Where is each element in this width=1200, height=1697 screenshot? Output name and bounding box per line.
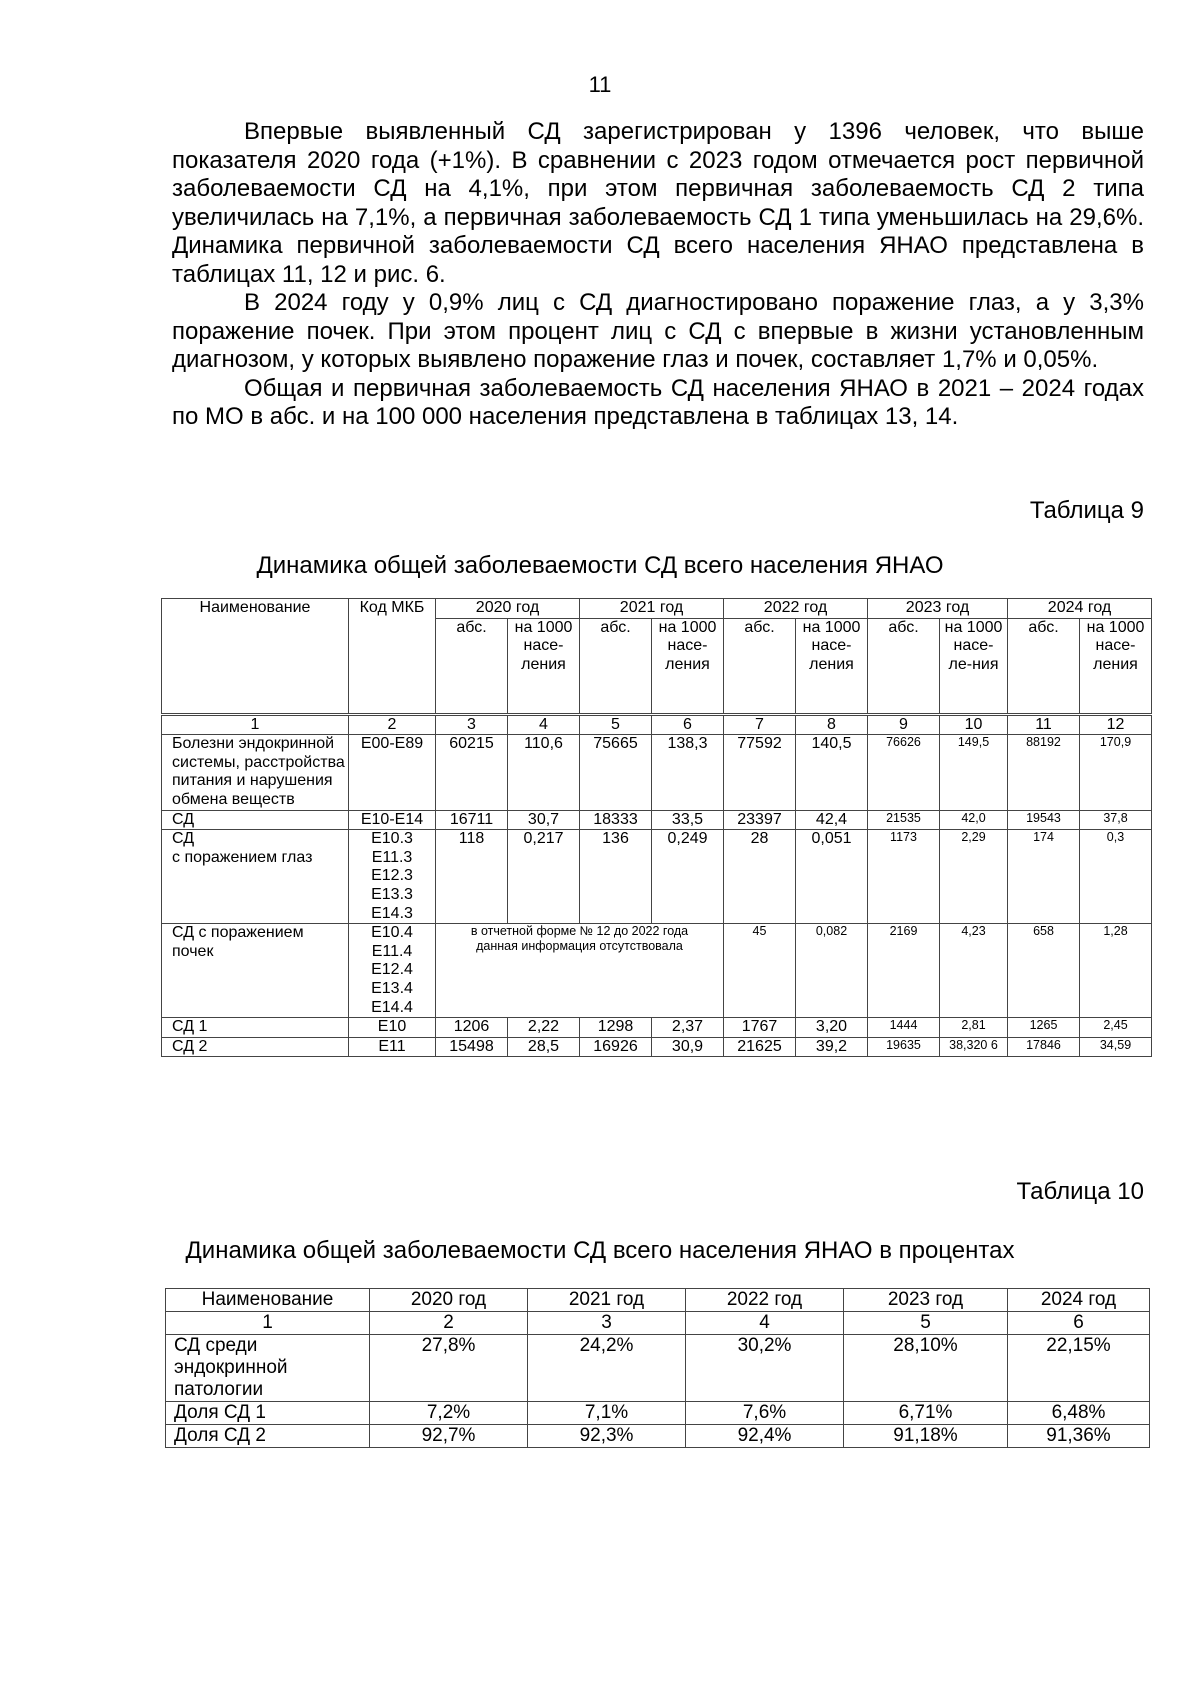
table9-cell: 149,5 — [940, 735, 1008, 810]
table10-cell: 28,10% — [844, 1335, 1008, 1402]
table10-row-name: СД среди эндокринной патологии — [166, 1335, 370, 1402]
table9-row-code: Е10.3 Е11.3 Е12.3 Е13.3 Е14.3 — [349, 830, 436, 924]
table10-cell: 92,7% — [370, 1425, 528, 1448]
table9-row-sd-eyes — [162, 830, 1152, 924]
table9-header-per1000: на 1000 насе-ления — [508, 618, 580, 714]
table9-cell: 88192 — [1008, 735, 1080, 810]
paragraph-3: Общая и первичная заболеваемость СД населения ЯНАО в 2021 – 2024 годах по МО в абс. и на 100 000 населения представлена в таблицах 13, 14. — [172, 374, 1144, 430]
table9-header-abs: абс. — [868, 618, 940, 714]
table10-caption: Динамика общей заболеваемости СД всего населения ЯНАО в процентах — [185, 1237, 1015, 1264]
table9-header-year: 2024 год — [1008, 599, 1152, 619]
table10-col-number: 4 — [686, 1312, 844, 1335]
table9-cell: 38,320 6 — [940, 1037, 1008, 1057]
table9-cell: 170,9 — [1080, 735, 1152, 810]
table9-cell: 23397 — [724, 810, 796, 830]
table9-year-header-row — [162, 599, 1152, 619]
table10-number: Таблица 10 — [1016, 1178, 1144, 1205]
table9-header-year: 2021 год — [580, 599, 724, 619]
table9-header-abs: абс. — [1008, 618, 1080, 714]
table9-cell: 45 — [724, 924, 796, 1018]
table9-cell: 18333 — [580, 810, 652, 830]
table9-row-sd2 — [162, 1037, 1152, 1057]
table9-cell: 1298 — [580, 1018, 652, 1038]
table9-row-sd-kidneys — [162, 924, 1152, 1018]
table10-col-number: 3 — [528, 1312, 686, 1335]
table9-row-endocrine — [162, 735, 1152, 810]
table10-col-number: 6 — [1008, 1312, 1150, 1335]
table10-row-sd1-share — [166, 1402, 1150, 1425]
table9-cell: 2,81 — [940, 1018, 1008, 1038]
table9-col-number: 9 — [868, 714, 940, 735]
table9-cell: 3,20 — [796, 1018, 868, 1038]
table9-row-code: Е10.4 Е11.4 Е12.4 Е13.4 Е14.4 — [349, 924, 436, 1018]
table9-cell: 15498 — [436, 1037, 508, 1057]
table9-col-number: 10 — [940, 714, 1008, 735]
table9-cell: 21625 — [724, 1037, 796, 1057]
table9-cell: 2,29 — [940, 830, 1008, 924]
table9-header-code: Код МКБ — [349, 599, 436, 715]
table9-cell: 2,37 — [652, 1018, 724, 1038]
table9-cell: 118 — [436, 830, 508, 924]
paragraph-1: Впервые выявленный СД зарегистрирован у 1396 человек, что выше показателя 2020 года (+1%). В сравнении с 2023 годом отмечается рост первичной заболеваемости СД на 4,1%, при этом первичная заболеваемость СД 2 типа увеличилась на 7,1%, а первичная заболеваемость СД 1 типа уменьшилась на 29,6%. Динамика первичной заболеваемости СД всего населения ЯНАО представлена в таблицах 11, 12 и рис. 6. — [172, 118, 1144, 288]
table9-cell: 0,082 — [796, 924, 868, 1018]
table10-cell: 24,2% — [528, 1335, 686, 1402]
table9-row-name: СД 2 — [162, 1037, 349, 1057]
table9-row-name: СД с поражением глаз — [162, 830, 349, 924]
table9-row-sd1 — [162, 1018, 1152, 1038]
table9-cell: 174 — [1008, 830, 1080, 924]
table9-row-name: СД с поражением почек — [162, 924, 349, 1018]
table9-header-year: 2023 год — [868, 599, 1008, 619]
body-text — [172, 118, 1144, 432]
table10-header-cell: 2021 год — [528, 1289, 686, 1312]
table9-header-name: Наименование — [162, 599, 349, 715]
table9-cell: 0,217 — [508, 830, 580, 924]
table9-cell: 76626 — [868, 735, 940, 810]
table10-cell: 7,2% — [370, 1402, 528, 1425]
table9-cell: 60215 — [436, 735, 508, 810]
table10-header-cell: Наименование — [166, 1289, 370, 1312]
table9-col-number: 3 — [436, 714, 508, 735]
table10-cell: 6,48% — [1008, 1402, 1150, 1425]
table9-col-number: 7 — [724, 714, 796, 735]
table9-row-code: Е11 — [349, 1037, 436, 1057]
table10-cell: 91,36% — [1008, 1425, 1150, 1448]
table9-header-per1000: на 1000 насе-ления — [1080, 618, 1152, 714]
table9-col-number: 6 — [652, 714, 724, 735]
table9-row-code: Е00-Е89 — [349, 735, 436, 810]
table9-cell: 37,8 — [1080, 810, 1152, 830]
table10-cell: 91,18% — [844, 1425, 1008, 1448]
table9-cell: 1206 — [436, 1018, 508, 1038]
table9-cell: 21535 — [868, 810, 940, 830]
table10-cell: 7,1% — [528, 1402, 686, 1425]
table10-cell: 22,15% — [1008, 1335, 1150, 1402]
table9-cell: 110,6 — [508, 735, 580, 810]
table9-cell: 1265 — [1008, 1018, 1080, 1038]
table9-cell: 42,0 — [940, 810, 1008, 830]
table9-cell: 33,5 — [652, 810, 724, 830]
table10-col-number: 2 — [370, 1312, 528, 1335]
table9-cell: 2,22 — [508, 1018, 580, 1038]
table9-col-number: 12 — [1080, 714, 1152, 735]
table9-cell: 34,59 — [1080, 1037, 1152, 1057]
table10-col-number: 1 — [166, 1312, 370, 1335]
table9-cell: 39,2 — [796, 1037, 868, 1057]
table9-cell: 42,4 — [796, 810, 868, 830]
table9-cell: 1444 — [868, 1018, 940, 1038]
table9-cell: 0,3 — [1080, 830, 1152, 924]
table10-cell: 7,6% — [686, 1402, 844, 1425]
table9-number: Таблица 9 — [1029, 497, 1144, 524]
table9-cell: 140,5 — [796, 735, 868, 810]
table10 — [165, 1288, 1150, 1448]
table9-header-per1000: на 1000 насе-ле-ния — [940, 618, 1008, 714]
table9-caption: Динамика общей заболеваемости СД всего населения ЯНАО — [256, 552, 944, 579]
table10-col-number-row — [166, 1312, 1150, 1335]
table9-cell: 658 — [1008, 924, 1080, 1018]
table9-col-number: 8 — [796, 714, 868, 735]
table9-cell: 2,45 — [1080, 1018, 1152, 1038]
table10-cell: 92,4% — [686, 1425, 844, 1448]
table9-col-number-row — [162, 714, 1152, 735]
table9-row-sd — [162, 810, 1152, 830]
table9-col-number: 5 — [580, 714, 652, 735]
table10-cell: 6,71% — [844, 1402, 1008, 1425]
table10-row-endocrine-share — [166, 1335, 1150, 1402]
table10-row-sd2-share — [166, 1425, 1150, 1448]
table9-header-abs: абс. — [724, 618, 796, 714]
paragraph-2: В 2024 году у 0,9% лиц с СД диагностировано поражение глаз, а у 3,3% поражение почек. При этом процент лиц с СД с впервые в жизни установленным диагнозом, у которых выявлено поражение глаз и почек, составляет 1,7% и 0,05%. — [172, 289, 1144, 373]
table10-cell: 92,3% — [528, 1425, 686, 1448]
table9-row-code: Е10 — [349, 1018, 436, 1038]
table9-cell: 1173 — [868, 830, 940, 924]
table9-cell: 19635 — [868, 1037, 940, 1057]
table9-col-number: 4 — [508, 714, 580, 735]
table9-cell: 0,051 — [796, 830, 868, 924]
table9 — [161, 598, 1152, 1057]
table9-cell: 0,249 — [652, 830, 724, 924]
page-number: 11 — [588, 72, 612, 97]
table10-header-row — [166, 1289, 1150, 1312]
table10-header-cell: 2023 год — [844, 1289, 1008, 1312]
table9-cell: 1767 — [724, 1018, 796, 1038]
table9-cell: 77592 — [724, 735, 796, 810]
table9-col-number: 2 — [349, 714, 436, 735]
table9-header-per1000: на 1000 насе-ления — [796, 618, 868, 714]
table9-cell: 4,23 — [940, 924, 1008, 1018]
table9-cell: 28,5 — [508, 1037, 580, 1057]
table9-cell: 30,9 — [652, 1037, 724, 1057]
table9-cell: 16711 — [436, 810, 508, 830]
table9-cell: 136 — [580, 830, 652, 924]
table10-col-number: 5 — [844, 1312, 1008, 1335]
table9-row-name: Болезни эндокринной системы, расстройства питания и нарушения обмена веществ — [162, 735, 349, 810]
table9-col-number: 11 — [1008, 714, 1080, 735]
table10-row-name: Доля СД 1 — [166, 1402, 370, 1425]
table10-header-cell: 2022 год — [686, 1289, 844, 1312]
table9-row-name: СД 1 — [162, 1018, 349, 1038]
table9-col-number: 1 — [162, 714, 349, 735]
table9-missing-data-note: в отчетной форме № 12 до 2022 года данная информация отсутствовала — [436, 924, 724, 1018]
table9-row-code: Е10-Е14 — [349, 810, 436, 830]
table9-cell: 138,3 — [652, 735, 724, 810]
table10-row-name: Доля СД 2 — [166, 1425, 370, 1448]
table9-header-abs: абс. — [580, 618, 652, 714]
table9-header-abs: абс. — [436, 618, 508, 714]
table9-cell: 28 — [724, 830, 796, 924]
table10-header-cell: 2024 год — [1008, 1289, 1150, 1312]
table9-header-year: 2020 год — [436, 599, 580, 619]
table9-cell: 2169 — [868, 924, 940, 1018]
table9-header-per1000: на 1000 насе-ления — [652, 618, 724, 714]
table9-header-year: 2022 год — [724, 599, 868, 619]
table10-header-cell: 2020 год — [370, 1289, 528, 1312]
table10-cell: 27,8% — [370, 1335, 528, 1402]
table9-row-name: СД — [162, 810, 349, 830]
table10-cell: 30,2% — [686, 1335, 844, 1402]
table9-cell: 75665 — [580, 735, 652, 810]
table9-cell: 1,28 — [1080, 924, 1152, 1018]
table9-cell: 17846 — [1008, 1037, 1080, 1057]
table9-cell: 16926 — [580, 1037, 652, 1057]
table9-cell: 19543 — [1008, 810, 1080, 830]
table9-cell: 30,7 — [508, 810, 580, 830]
